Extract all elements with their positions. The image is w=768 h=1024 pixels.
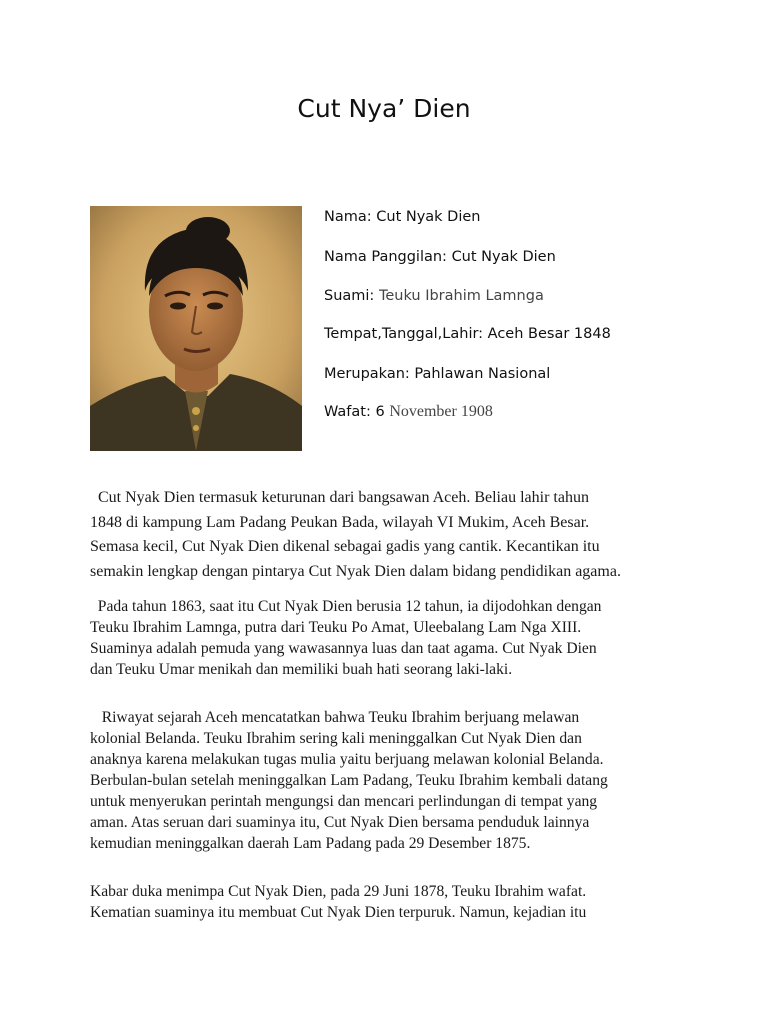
paragraph-line: Teuku Ibrahim Lamnga, putra dari Teuku Po Amat, Uleebalang Lam Nga XIII. [90,619,582,636]
info-suami [324,288,544,304]
portrait-illustration [90,206,302,451]
info-label: Suami: [324,288,379,304]
info-label: Nama: [324,209,377,225]
info-merupakan [324,366,550,382]
page-title: Cut Nya’ Dien [297,94,471,123]
info-ttl [324,326,611,342]
info-label: Wafat: [324,404,376,420]
info-label: Merupakan: [324,366,415,382]
paragraph-line: Kematian suaminya itu membuat Cut Nyak Dien terpuruk. Namun, kejadian itu [90,904,587,921]
paragraph-line: dan Teuku Umar menikah dan memiliki buah hati seorang laki-laki. [90,661,513,678]
info-label: Nama Panggilan: [324,249,452,265]
portrait-image [90,206,302,451]
paragraph [90,596,690,680]
info-value: Cut Nyak Dien [376,209,481,225]
info-label: Tempat,Tanggal,Lahir: [324,326,488,342]
paragraph-line: semakin lengkap dengan pintarya Cut Nyak Dien dalam bidang pendidikan agama. [90,562,621,580]
info-value: Teuku Ibrahim Lamnga [378,288,544,304]
info-nama-panggilan [324,249,556,265]
info-value: 6 [375,404,390,420]
paragraph-line: aman. Atas seruan dari suaminya itu, Cut Nyak Dien bersama penduduk lainnya [90,814,590,831]
paragraph-line: anaknya karena melakukan tugas mulia yaitu berjuang melawan kolonial Belanda. [90,751,604,768]
paragraph-line: Pada tahun 1863, saat itu Cut Nyak Dien berusia 12 tahun, ia dijodohkan dengan [90,598,602,615]
info-value: Aceh Besar 1848 [487,326,611,342]
paragraph-line: kolonial Belanda. Teuku Ibrahim sering kali meninggalkan Cut Nyak Dien dan [90,730,582,747]
paragraph-line: kemudian meninggalkan daerah Lam Padang pada 29 Desember 1875. [90,835,531,852]
info-value: November 1908 [389,403,493,420]
paragraph-line: Suaminya adalah pemuda yang wawasannya luas dan taat agama. Cut Nyak Dien [90,640,597,657]
info-value: Cut Nyak Dien [451,249,556,265]
paragraph-line: Cut Nyak Dien termasuk keturunan dari bangsawan Aceh. Beliau lahir tahun [90,489,589,506]
info-nama [324,209,480,225]
info-value: Pahlawan Nasional [414,366,551,382]
paragraph-line: untuk menyerukan perintah mengungsi dan mencari perlindungan di tempat yang [90,793,598,810]
paragraph [90,707,690,854]
info-wafat [324,403,493,421]
paragraph [90,486,690,584]
paragraph-line: Kabar duka menimpa Cut Nyak Dien, pada 29 Juni 1878, Teuku Ibrahim wafat. [90,883,587,900]
paragraph [90,881,690,923]
paragraph-line: Semasa kecil, Cut Nyak Dien dikenal sebagai gadis yang cantik. Kecantikan itu [90,538,600,555]
paragraph-line: 1848 di kampung Lam Padang Peukan Bada, wilayah VI Mukim, Aceh Besar. [90,513,590,531]
paragraph-line: Berbulan-bulan setelah meninggalkan Lam Padang, Teuku Ibrahim kembali datang [90,772,608,789]
paragraph-line: Riwayat sejarah Aceh mencatatkan bahwa Teuku Ibrahim berjuang melawan [90,709,580,726]
